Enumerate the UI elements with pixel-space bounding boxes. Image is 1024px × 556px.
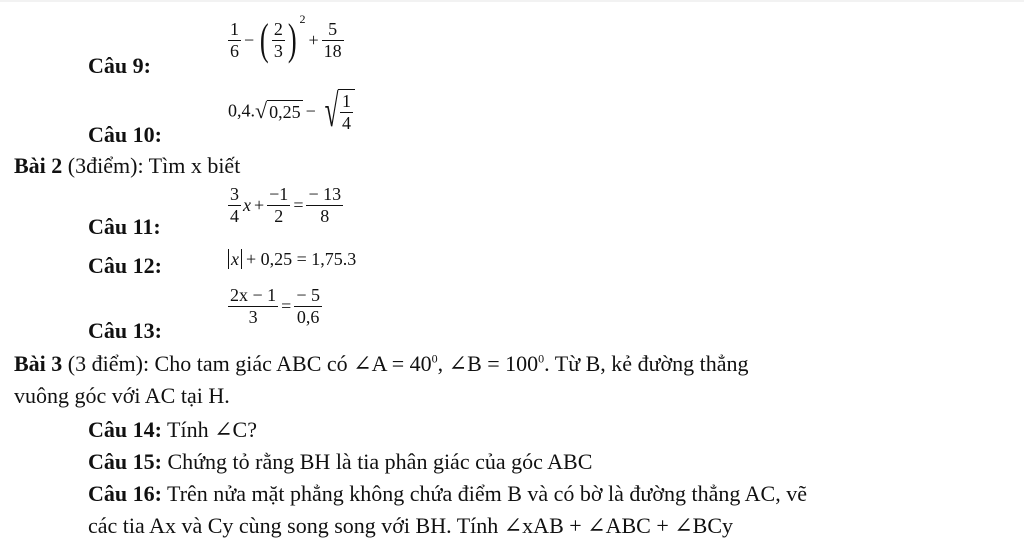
question-15 — [88, 449, 592, 475]
q9-minus: − — [244, 29, 255, 50]
q11-f2-numerator: −1 — [269, 184, 289, 204]
q9-f1-numerator: 1 — [230, 18, 239, 39]
question-16-label: Câu 16: — [88, 481, 162, 506]
question-15-text: Chứng tỏ rằng BH là tia phân giác của góc ABC — [161, 449, 593, 474]
question-13-expression — [228, 285, 322, 327]
q11-fraction-3 — [306, 184, 343, 226]
section-3-title: Bài 3 — [14, 351, 63, 376]
question-15-label: Câu 15: — [88, 449, 162, 474]
q9-f2-numerator: 2 — [273, 18, 283, 39]
section-3-text-c: . Từ B, kẻ đường thẳng — [544, 351, 749, 376]
q11-f1-numerator: 3 — [230, 184, 239, 204]
q10-minus: − — [305, 100, 316, 121]
q13-f2-denominator: 0,6 — [296, 306, 320, 327]
q11-variable: x — [243, 194, 251, 215]
q13-fraction-1 — [228, 285, 278, 327]
q9-left-paren: ( — [260, 15, 269, 64]
q9-f2-denominator: 3 — [273, 40, 283, 61]
question-11-label: Câu 11: — [88, 214, 161, 239]
q9-f3-denominator: 18 — [323, 40, 342, 61]
q11-f2-denominator: 2 — [274, 205, 284, 226]
section-3-line-2: vuông góc với AC tại H. — [14, 383, 230, 408]
question-9-expression — [228, 12, 344, 64]
q9-f1-denominator: 6 — [230, 40, 239, 61]
q9-fraction-3 — [322, 19, 344, 61]
q9-right-paren: ) — [287, 15, 297, 64]
question-12-label: Câu 12: — [88, 253, 162, 278]
q10-coefficient: 0,4. — [228, 100, 255, 121]
q9-plus: + — [308, 29, 319, 50]
q11-f3-numerator: − 13 — [308, 184, 342, 204]
q13-f1-numerator: 2x − 1 — [230, 285, 277, 305]
question-12-expression — [228, 249, 356, 270]
q10-f-denominator: 4 — [341, 112, 351, 133]
q11-plus: + — [254, 194, 265, 215]
top-border — [0, 0, 1024, 2]
q10-sqrt-value: 0,25 — [269, 101, 301, 122]
question-13-label: Câu 13: — [88, 318, 162, 343]
section-2-instruction: (3điểm): Tìm x biết — [62, 153, 241, 178]
section-3-line-1 — [14, 351, 749, 377]
q11-fraction-2 — [267, 184, 290, 226]
section-2-title: Bài 2 — [14, 153, 63, 178]
degree-sup-1: 0 — [431, 351, 438, 366]
q11-equals: = — [293, 194, 304, 215]
q13-equals: = — [281, 295, 292, 316]
question-14-label: Câu 14: — [88, 417, 162, 442]
sqrt-icon: √ — [324, 85, 339, 136]
q10-f-numerator: 1 — [341, 90, 351, 111]
question-11-expression — [228, 184, 343, 226]
q11-fraction-1 — [228, 184, 241, 226]
q9-f3-numerator: 5 — [322, 19, 344, 41]
question-16-line-2: các tia Ax và Cy cùng song song với BH. Tính ∠xAB + ∠ABC + ∠BCy — [88, 513, 734, 538]
q10-sqrt-fraction — [319, 85, 355, 136]
question-10-expression — [228, 85, 355, 136]
q10-sqrt — [255, 98, 303, 124]
section-3-text-b: , ∠B = 100 — [437, 351, 539, 376]
question-16-line-1 — [88, 481, 807, 507]
q13-f2-numerator: − 5 — [296, 285, 320, 305]
q13-fraction-2 — [294, 285, 322, 327]
q11-f3-denominator: 8 — [320, 205, 330, 226]
q9-fraction-2 — [272, 19, 285, 61]
question-9-label: Câu 9: — [88, 53, 151, 78]
question-14-text: Tính ∠C? — [161, 417, 257, 442]
sqrt-icon: √ — [255, 98, 268, 123]
q11-f1-denominator: 4 — [230, 205, 239, 226]
degree-sup-2: 0 — [538, 351, 545, 366]
q12-rest: + 0,25 = 1,75.3 — [246, 249, 357, 269]
question-10-label: Câu 10: — [88, 122, 162, 147]
section-2-heading — [14, 153, 240, 179]
section-3-text-a: (3 điểm): Cho tam giác ABC có ∠A = 40 — [62, 351, 432, 376]
question-14 — [88, 417, 257, 443]
q9-exponent: 2 — [299, 12, 306, 26]
q13-f1-denominator: 3 — [248, 306, 258, 327]
q12-absolute-value: x — [228, 249, 242, 269]
q10-fraction — [340, 91, 353, 133]
question-16-text-1: Trên nửa mặt phẳng không chứa điểm B và có bờ là đường thẳng AC, vẽ — [161, 481, 807, 506]
q9-fraction-1 — [228, 19, 241, 61]
